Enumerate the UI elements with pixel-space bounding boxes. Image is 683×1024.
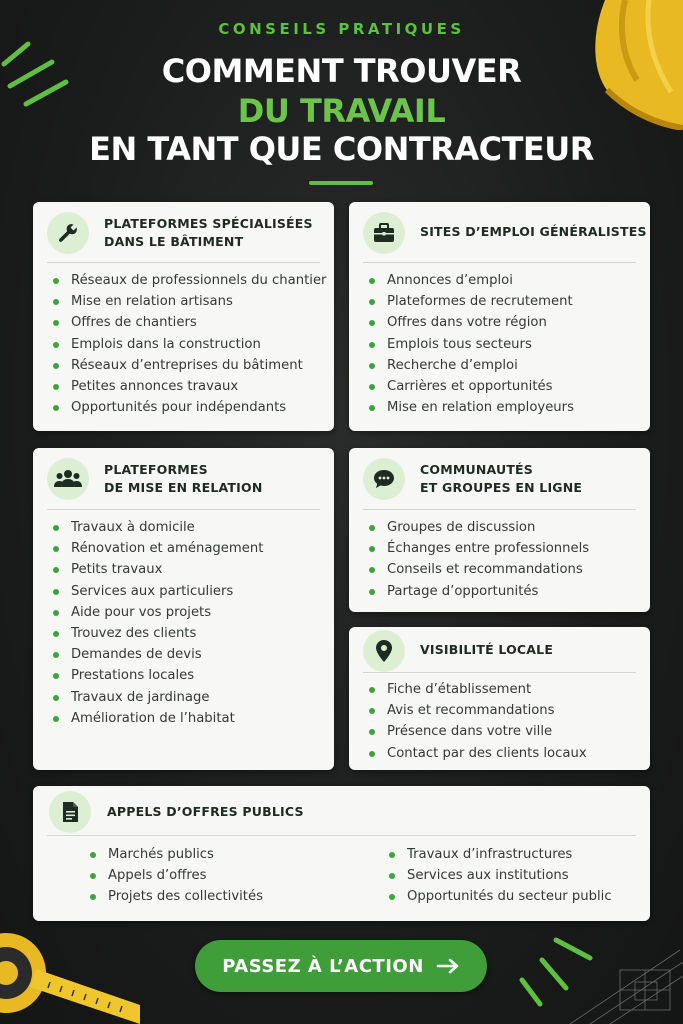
- call-to-action-button[interactable]: [195, 940, 487, 992]
- card-matching-platforms: [33, 448, 334, 770]
- wrench-icon: [47, 212, 89, 254]
- list-item: Annonces d’emploi: [367, 270, 574, 291]
- tape-measure-icon: [0, 925, 140, 1024]
- card-heading: SITES D’EMPLOI GÉNÉRALISTES: [420, 224, 647, 239]
- card-local-visibility: [349, 627, 650, 770]
- list-item: Opportunités du secteur public: [387, 886, 612, 907]
- list-item: Appels d’offres: [88, 865, 263, 886]
- card-heading: [104, 215, 313, 251]
- call-to-action-label: PASSEZ À L’ACTION: [222, 955, 424, 977]
- kicker-label: CONSEILS PRATIQUES: [218, 20, 465, 38]
- card-heading-line-1: COMMUNAUTÉS: [420, 462, 533, 477]
- card-list: [367, 270, 574, 418]
- card-general-job-sites: [349, 202, 650, 431]
- blueprint-lines-icon: [510, 930, 683, 1024]
- people-group-icon: [47, 458, 89, 500]
- card-heading: [420, 461, 582, 497]
- card-heading-line-2: DE MISE EN RELATION: [104, 480, 263, 495]
- card-heading-line-2: DANS LE BÂTIMENT: [104, 234, 244, 249]
- document-icon: [49, 791, 91, 833]
- card-list: [367, 679, 587, 764]
- card-divider: [47, 509, 320, 510]
- card-online-communities: [349, 448, 650, 612]
- card-heading-line-1: PLATEFORMES: [104, 462, 208, 477]
- list-item: Travaux d’infrastructures: [387, 844, 612, 865]
- list-item: Travaux de jardinage: [51, 687, 263, 708]
- list-item: Recherche d’emploi: [367, 355, 574, 376]
- list-item: Trouvez des clients: [51, 623, 263, 644]
- list-item: Aide pour vos projets: [51, 602, 263, 623]
- list-item: Services aux particuliers: [51, 581, 263, 602]
- list-item: Avis et recommandations: [367, 700, 587, 721]
- list-item: Conseils et recommandations: [367, 559, 589, 580]
- card-heading-line-1: PLATEFORMES SPÉCIALISÉES: [104, 216, 313, 231]
- list-item: Échanges entre professionnels: [367, 538, 589, 559]
- card-divider: [47, 262, 320, 263]
- map-pin-icon: [363, 630, 405, 672]
- card-list-left: [88, 844, 263, 908]
- card-list: [51, 270, 326, 418]
- list-item: Fiche d’établissement: [367, 679, 587, 700]
- list-item: Demandes de devis: [51, 644, 263, 665]
- card-public-tenders: [33, 786, 650, 921]
- list-item: Réseaux d’entreprises du bâtiment: [51, 355, 326, 376]
- card-heading-line-2: ET GROUPES EN LIGNE: [420, 480, 583, 495]
- list-item: Mise en relation artisans: [51, 291, 326, 312]
- list-item: Carrières et opportunités: [367, 376, 574, 397]
- list-item: Mise en relation employeurs: [367, 397, 574, 418]
- list-item: Marchés publics: [88, 844, 263, 865]
- list-item: Présence dans votre ville: [367, 721, 587, 742]
- list-item: Groupes de discussion: [367, 517, 589, 538]
- card-list-right: [387, 844, 612, 908]
- list-item: Projets des collectivités: [88, 886, 263, 907]
- card-list: [51, 517, 263, 729]
- list-item: Partage d’opportunités: [367, 581, 589, 602]
- list-item: Rénovation et aménagement: [51, 538, 263, 559]
- card-heading: [104, 461, 263, 497]
- list-item: Travaux à domicile: [51, 517, 263, 538]
- card-divider: [363, 262, 636, 263]
- page-title-line-2: DU TRAVAIL: [237, 92, 446, 130]
- list-item: Emplois dans la construction: [51, 334, 326, 355]
- card-divider: [363, 672, 636, 673]
- page-title-line-3: EN TANT QUE CONTRACTEUR: [89, 130, 594, 168]
- list-item: Petites annonces travaux: [51, 376, 326, 397]
- list-item: Opportunités pour indépendants: [51, 397, 326, 418]
- list-item: Amélioration de l’habitat: [51, 708, 263, 729]
- card-divider: [47, 835, 636, 836]
- card-specialized-platforms: [33, 202, 334, 431]
- list-item: Offres dans votre région: [367, 312, 574, 333]
- card-divider: [363, 509, 636, 510]
- briefcase-icon: [363, 212, 405, 254]
- arrow-right-icon: [436, 958, 460, 974]
- chat-bubble-icon: [363, 458, 405, 500]
- list-item: Offres de chantiers: [51, 312, 326, 333]
- list-item: Contact par des clients locaux: [367, 743, 587, 764]
- list-item: Emplois tous secteurs: [367, 334, 574, 355]
- card-list: [367, 517, 589, 602]
- list-item: Prestations locales: [51, 665, 263, 686]
- title-divider: [309, 181, 373, 185]
- list-item: Plateformes de recrutement: [367, 291, 574, 312]
- list-item: Réseaux de professionnels du chantier: [51, 270, 326, 291]
- page-title-line-1: COMMENT TROUVER: [161, 52, 522, 90]
- card-heading: APPELS D’OFFRES PUBLICS: [107, 804, 304, 819]
- list-item: Petits travaux: [51, 559, 263, 580]
- list-item: Services aux institutions: [387, 865, 612, 886]
- card-heading: VISIBILITÉ LOCALE: [420, 642, 554, 657]
